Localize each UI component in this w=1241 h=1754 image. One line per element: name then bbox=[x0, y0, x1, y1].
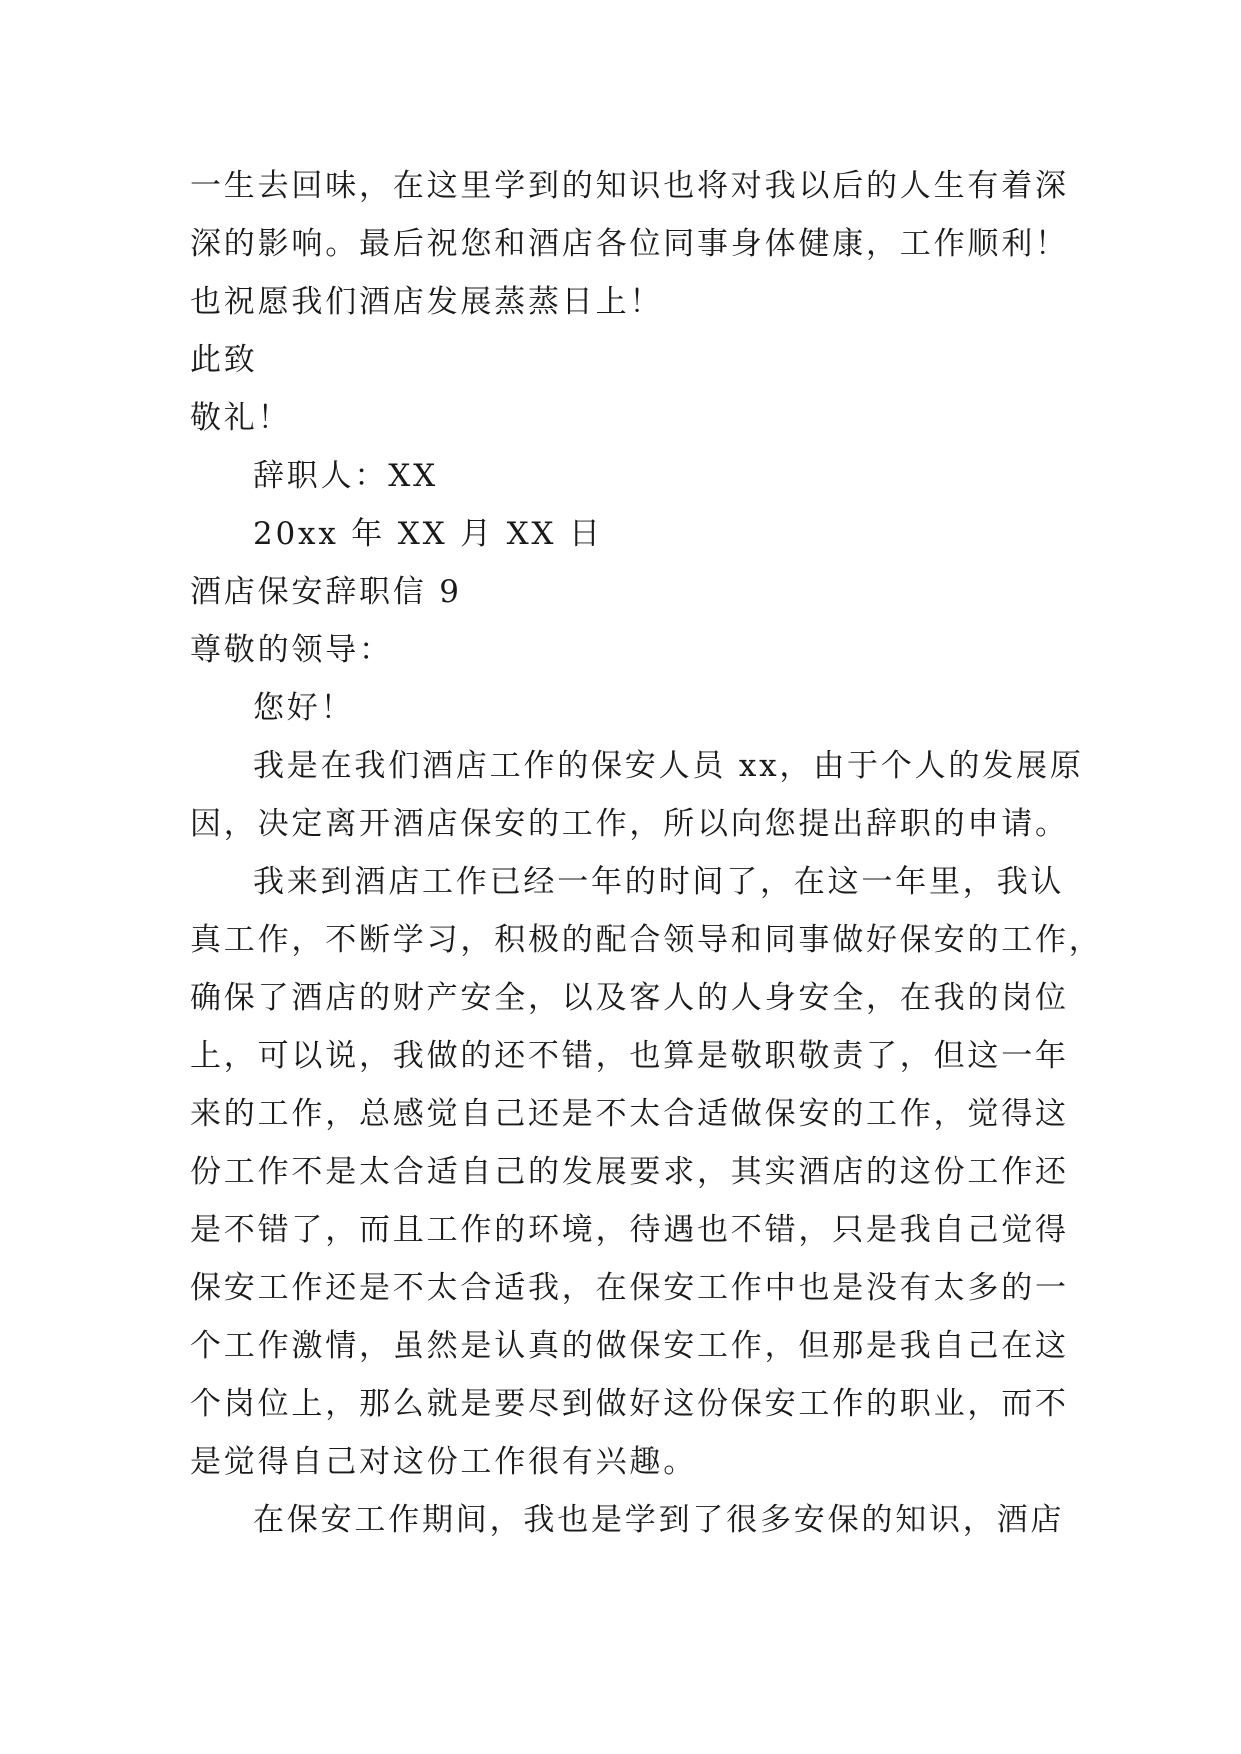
text-line: 因，决定离开酒店保安的工作，所以向您提出辞职的申请。 bbox=[190, 806, 1069, 842]
text-line: 上，可以说，我做的还不错，也算是敬职敬责了，但这一年 bbox=[190, 1038, 1069, 1074]
text-line: 一生去回味，在这里学到的知识也将对我以后的人生有着深 bbox=[190, 168, 1069, 204]
text-line: 在保安工作期间，我也是学到了很多安保的知识，酒店 bbox=[253, 1502, 1065, 1538]
text-line: 保安工作还是不太合适我，在保安工作中也是没有太多的一 bbox=[190, 1270, 1069, 1306]
text-line: 确保了酒店的财产安全，以及客人的人身安全，在我的岗位 bbox=[190, 980, 1069, 1016]
section-title: 酒店保安辞职信 9 bbox=[190, 574, 462, 610]
text-line: 个工作激情，虽然是认真的做保安工作，但那是我自己在这 bbox=[190, 1328, 1069, 1364]
text-line: 是觉得自己对这份工作很有兴趣。 bbox=[190, 1444, 697, 1480]
text-line: 份工作不是太合适自己的发展要求，其实酒店的这份工作还 bbox=[190, 1154, 1069, 1190]
text-line: 我来到酒店工作已经一年的时间了，在这一年里，我认 bbox=[253, 864, 1065, 900]
text-line: 是不错了，而且工作的环境，待遇也不错，只是我自己觉得 bbox=[190, 1212, 1069, 1248]
text-line: 个岗位上，那么就是要尽到做好这份保安工作的职业，而不 bbox=[190, 1386, 1069, 1422]
text-line: 我是在我们酒店工作的保安人员 xx，由于个人的发展原 bbox=[253, 748, 1084, 784]
text-line: 来的工作，总感觉自己还是不太合适做保安的工作，觉得这 bbox=[190, 1096, 1069, 1132]
closing-salutation: 此致 bbox=[190, 342, 258, 378]
text-line: 也祝愿我们酒店发展蒸蒸日上！ bbox=[190, 284, 664, 320]
greeting: 您好！ bbox=[253, 690, 355, 726]
text-line: 深的影响。最后祝您和酒店各位同事身体健康，工作顺利！ bbox=[190, 226, 1069, 262]
date-line: 20xx 年 XX 月 XX 日 bbox=[253, 516, 603, 552]
text-line: 真工作，不断学习，积极的配合领导和同事做好保安的工作， bbox=[190, 922, 1103, 958]
closing-respect: 敬礼！ bbox=[190, 400, 292, 436]
salutation: 尊敬的领导： bbox=[190, 632, 393, 668]
signatory-line: 辞职人：XX bbox=[253, 458, 438, 494]
